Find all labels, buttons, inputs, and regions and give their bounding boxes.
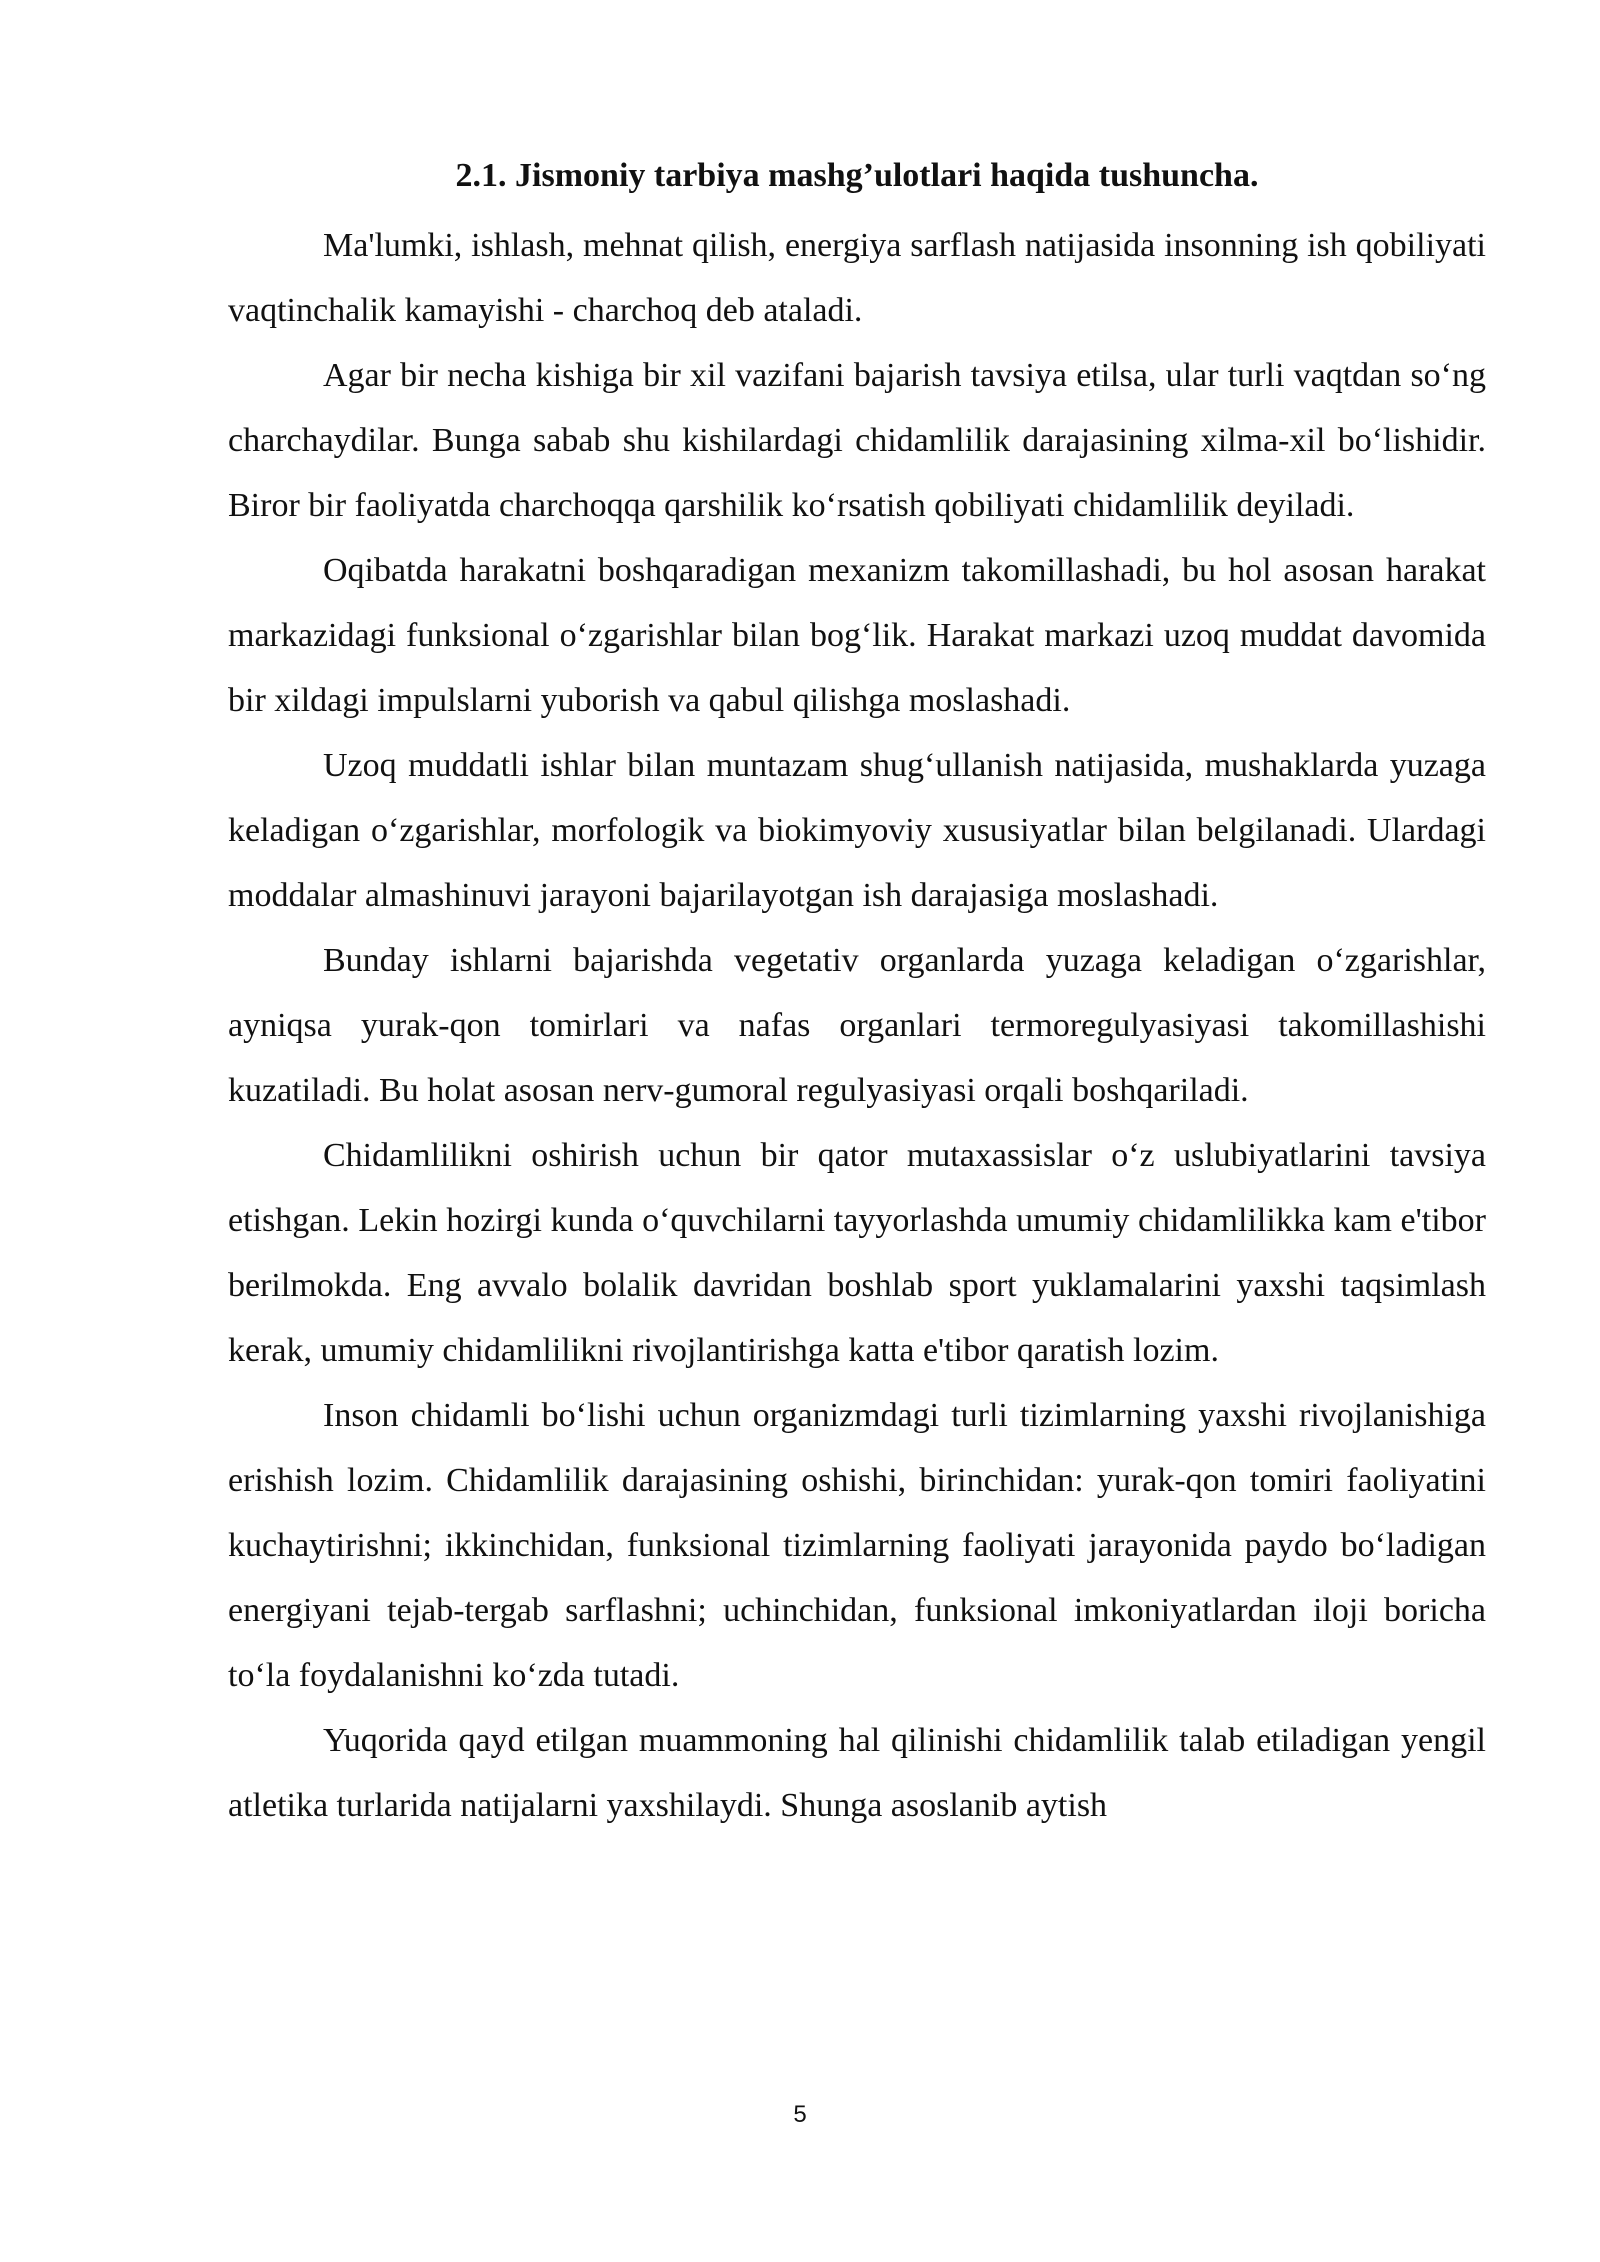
paragraph: Chidamlilikni oshirish uchun bir qator mutaxassislar o‘z uslubiyatlarini tavsiya etishgan. Lekin hozirgi kunda o‘quvchilarni tayyorlashda umumiy chidamlilikka kam e'tibor berilmokda. Eng avvalo bolalik davridan boshlab sport yuklamalarini yaxshi taqsimlash kerak, umumiy chidamlilikni rivojlantirishga katta e'tibor qaratish lozim. xyxy=(228,1137,1486,1369)
body-text xyxy=(228,213,1486,1838)
paragraph: Inson chidamli bo‘lishi uchun organizmdagi turli tizimlarning yaxshi rivojlanishiga erishish lozim. Chidamlilik darajasining oshishi, birinchidan: yurak-qon tomiri faoliyatini kuchaytirishni; ikkinchidan, funksional tizimlarning faoliyati jarayonida paydo bo‘ladigan energiyani tejab-tergab sarflashni; uchinchidan, funksional imkoniyatlardan iloji boricha to‘la foydalanishni ko‘zda tutadi. xyxy=(228,1397,1486,1694)
paragraph: Yuqorida qayd etilgan muammoning hal qilinishi chidamlilik talab etiladigan yengil atletika turlarida natijalarni yaxshilaydi. Shunga asoslanib aytish xyxy=(228,1722,1486,1824)
paragraph: Bunday ishlarni bajarishda vegetativ organlarda yuzaga keladigan o‘zgarishlar, ayniqsa yurak-qon tomirlari va nafas organlari termoregulyasiyasi takomillashishi kuzatiladi. Bu holat asosan nerv-gumoral regulyasiyasi orqali boshqariladi. xyxy=(228,942,1486,1109)
section-heading: 2.1. Jismoniy tarbiya mashg’ulotlari haqida tushuncha. xyxy=(455,157,1259,194)
paragraph: Oqibatda harakatni boshqaradigan mexanizm takomillashadi, bu hol asosan harakat markazidagi funksional o‘zgarishlar bilan bog‘lik. Harakat markazi uzoq muddat davomida bir xildagi impulslarni yuborish va qabul qilishga moslashadi. xyxy=(228,552,1486,719)
page-number: 5 xyxy=(793,2101,807,2128)
paragraph: Uzoq muddatli ishlar bilan muntazam shug‘ullanish natijasida, mushaklarda yuzaga keladigan o‘zgarishlar, morfologik va biokimyoviy xususiyatlar bilan belgilanadi. Ulardagi moddalar almashinuvi jarayoni bajarilayotgan ish darajasiga moslashadi. xyxy=(228,747,1486,914)
paragraph: Ma'lumki, ishlash, mehnat qilish, energiya sarflash natijasida insonning ish qobiliyati vaqtinchalik kamayishi - charchoq deb ataladi. xyxy=(228,227,1486,329)
paragraph: Agar bir necha kishiga bir xil vazifani bajarish tavsiya etilsa, ular turli vaqtdan so‘ng charchaydilar. Bunga sabab shu kishilardagi chidamlilik darajasining xilma-xil bo‘lishidir. Biror bir faoliyatda charchoqqa qarshilik ko‘rsatish qobiliyati chidamlilik deyiladi. xyxy=(228,357,1486,524)
